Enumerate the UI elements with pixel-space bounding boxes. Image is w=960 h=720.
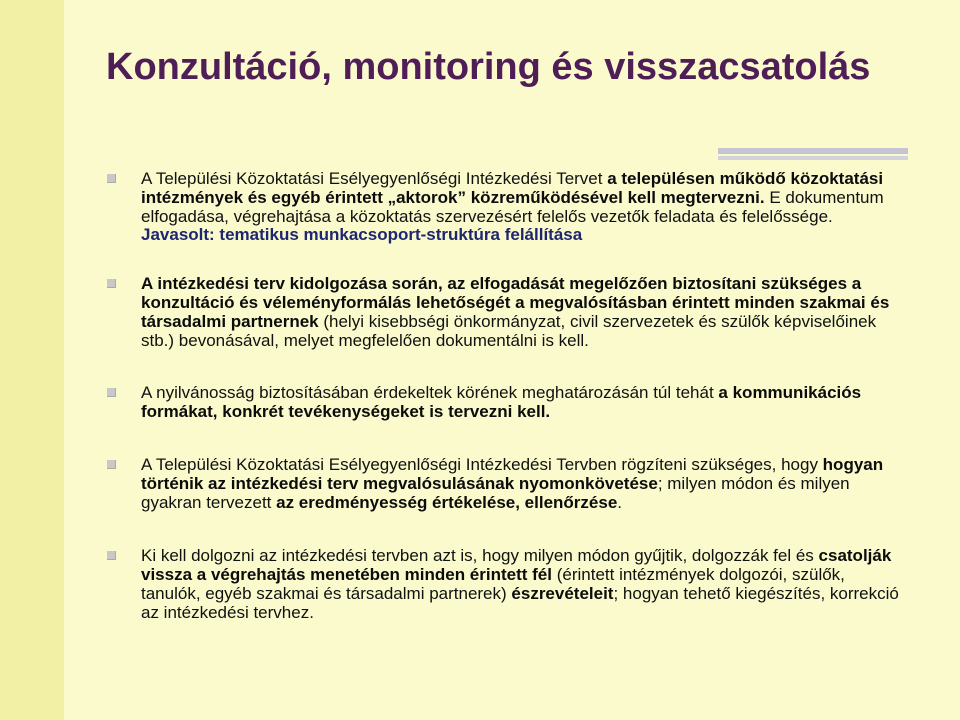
bullet-text-bold: észrevételeit — [511, 583, 614, 603]
bullet-text: A Települési Közoktatási Esélyegyenlőségi Intézkedési Tervben rögzíteni szükséges, hogy — [141, 454, 823, 474]
bullet-text: A nyilvánosság biztosításában érdekeltek körének meghatározásán túl tehát — [141, 383, 719, 403]
bullet-item-5 — [106, 547, 906, 622]
bullet-text: A Települési Közoktatási Esélyegyenlőségi Intézkedési Tervet — [141, 169, 608, 188]
square-bullet-icon — [107, 551, 116, 560]
recommendation-highlight: Javasolt: tematikus munkacsoport-struktúra felállítása — [141, 225, 583, 245]
bullet-text-bold: hogyan történik az intézkedési terv megvalósulásának nyomonkövetése — [141, 454, 884, 493]
square-bullet-icon — [107, 279, 116, 288]
bullet-item-2 — [106, 275, 906, 350]
bullet-item-1 — [106, 170, 906, 245]
bullet-text-bold: az eredményesség értékelése, ellenőrzése — [276, 492, 618, 512]
bullet-text-bold: csatolják vissza a végrehajtás menetében minden érintett fél — [141, 546, 892, 585]
square-bullet-icon — [107, 388, 116, 397]
bullet-text: (helyi kisebbségi önkormányzat, civil szervezetek és szülők képviselőinek stb.) bevonásával, melyet megfelelően dokumentálni is kell. — [141, 311, 877, 350]
bullet-text-bold: A intézkedési terv kidolgozása során, az elfogadását megelőzően biztosítani szükséges a konzultáció és véleményformálás lehetőségét a megvalósításban érintett minden szakmai és társadalmi partnernek — [141, 274, 890, 331]
bullet-text: Ki kell dolgozni az intézkedési tervben azt is, hogy milyen módon gyűjtik, dolgozzák fel és — [141, 546, 819, 566]
bullet-text: ; milyen módon és milyen gyakran tervezett — [141, 473, 850, 512]
slide-title: Konzultáció, monitoring és visszacsatolás — [106, 46, 871, 88]
square-bullet-icon — [107, 174, 116, 183]
bullet-list — [106, 170, 906, 623]
square-bullet-icon — [107, 460, 116, 469]
bullet-text: (érintett intézmények dolgozói, szülők, tanulók, egyéb szakmai és társadalmi partnerek) — [141, 565, 845, 603]
left-accent-band — [0, 0, 64, 720]
bullet-item-4 — [106, 456, 906, 512]
bullet-text-bold: a településen működő közoktatási intézmények és egyéb érintett „aktorok” közreműködésével kell megtervezni. — [141, 169, 884, 207]
bullet-text: ; hogyan tehető kiegészítés, korrekció az intézkedési tervhez. — [141, 583, 899, 622]
bullet-text-bold: a kommunikációs formákat, konkrét tevékenységeket is tervezni kell. — [141, 383, 862, 422]
bullet-item-3 — [106, 384, 906, 422]
bullet-text: . — [617, 492, 623, 512]
bullet-text: E dokumentum elfogadása, végrehajtása a közoktatás szervezésért felelős vezetők feladata és felelőssége. — [141, 187, 884, 226]
title-divider-line — [718, 148, 908, 154]
title-divider-line-lower — [718, 156, 908, 160]
